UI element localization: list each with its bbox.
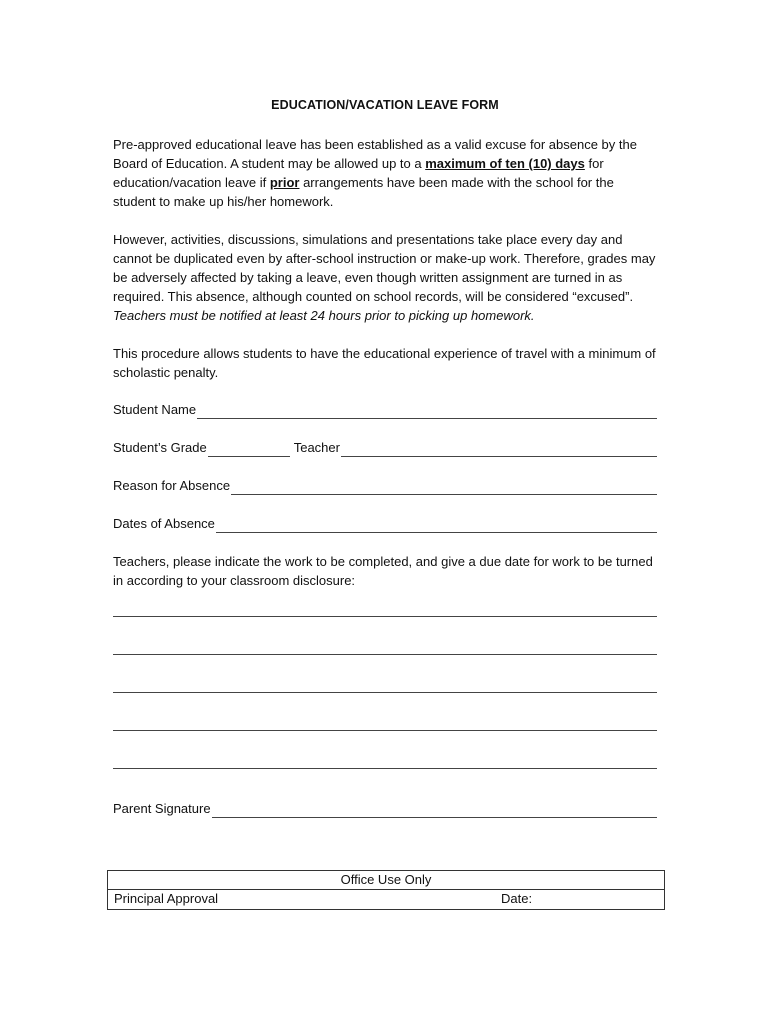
procedure-paragraph: This procedure allows students to have the educational experience of travel with a minimum of scholastic penalty. xyxy=(113,346,656,380)
student-grade-label: Student’s Grade xyxy=(113,440,207,455)
max-days-emphasis: maximum of ten (10) days xyxy=(425,156,585,171)
date-label: Date: xyxy=(501,891,533,906)
work-line[interactable] xyxy=(113,692,657,693)
work-line[interactable] xyxy=(113,616,657,617)
teacher-input-line[interactable] xyxy=(341,442,657,457)
grades-text: However, activities, discussions, simulations and presentations take place every day and cannot be duplicated even by after-school instruction or make-up work. Therefore, grades may be adversely affected by taking a leave, even though written assignment are turned in as required. This absence, although counted on school records, will be considered “excused”. xyxy=(113,232,656,304)
office-use-header: Office Use Only xyxy=(108,871,664,890)
student-name-input-line[interactable] xyxy=(197,404,657,419)
work-line[interactable] xyxy=(113,768,657,769)
form-content xyxy=(113,96,657,818)
teacher-label: Teacher xyxy=(293,440,340,455)
work-line[interactable] xyxy=(113,730,657,731)
intro-text-1: Pre-approved educational leave has been established as a valid excuse for absence by the Board of Education. A student may be allowed up to a xyxy=(113,137,637,171)
student-name-label: Student Name xyxy=(113,402,197,417)
form-title: EDUCATION/VACATION LEAVE FORM xyxy=(271,98,499,112)
intro-text-3: arrangements have been made with the school for the student to make up his/her homework. xyxy=(113,175,614,209)
work-line[interactable] xyxy=(113,654,657,655)
parent-signature-field xyxy=(113,799,657,818)
notice-italic: Teachers must be notified at least 24 hours prior to picking up homework. xyxy=(113,308,535,323)
dates-label: Dates of Absence xyxy=(113,516,215,531)
parent-signature-label: Parent Signature xyxy=(113,801,211,816)
grades-paragraph xyxy=(113,230,657,325)
dates-field xyxy=(113,514,657,533)
grade-teacher-field xyxy=(113,438,657,457)
parent-signature-input-line[interactable] xyxy=(212,803,657,818)
office-use-table xyxy=(107,870,665,910)
dates-input-line[interactable] xyxy=(216,518,657,533)
reason-label: Reason for Absence xyxy=(113,478,231,493)
teachers-instructions: Teachers, please indicate the work to be completed, and give a due date for work to be turned in according to your classroom disclosure: xyxy=(113,554,653,588)
prior-emphasis: prior xyxy=(269,175,300,190)
student-name-field xyxy=(113,400,657,419)
student-grade-input-line[interactable] xyxy=(208,442,290,457)
reason-input-line[interactable] xyxy=(231,480,657,495)
principal-approval-label: Principal Approval xyxy=(114,891,219,906)
intro-paragraph xyxy=(113,135,657,211)
reason-field xyxy=(113,476,657,495)
intro-text-2: for education/vacation leave if xyxy=(113,156,604,190)
office-approval-row xyxy=(108,890,664,909)
